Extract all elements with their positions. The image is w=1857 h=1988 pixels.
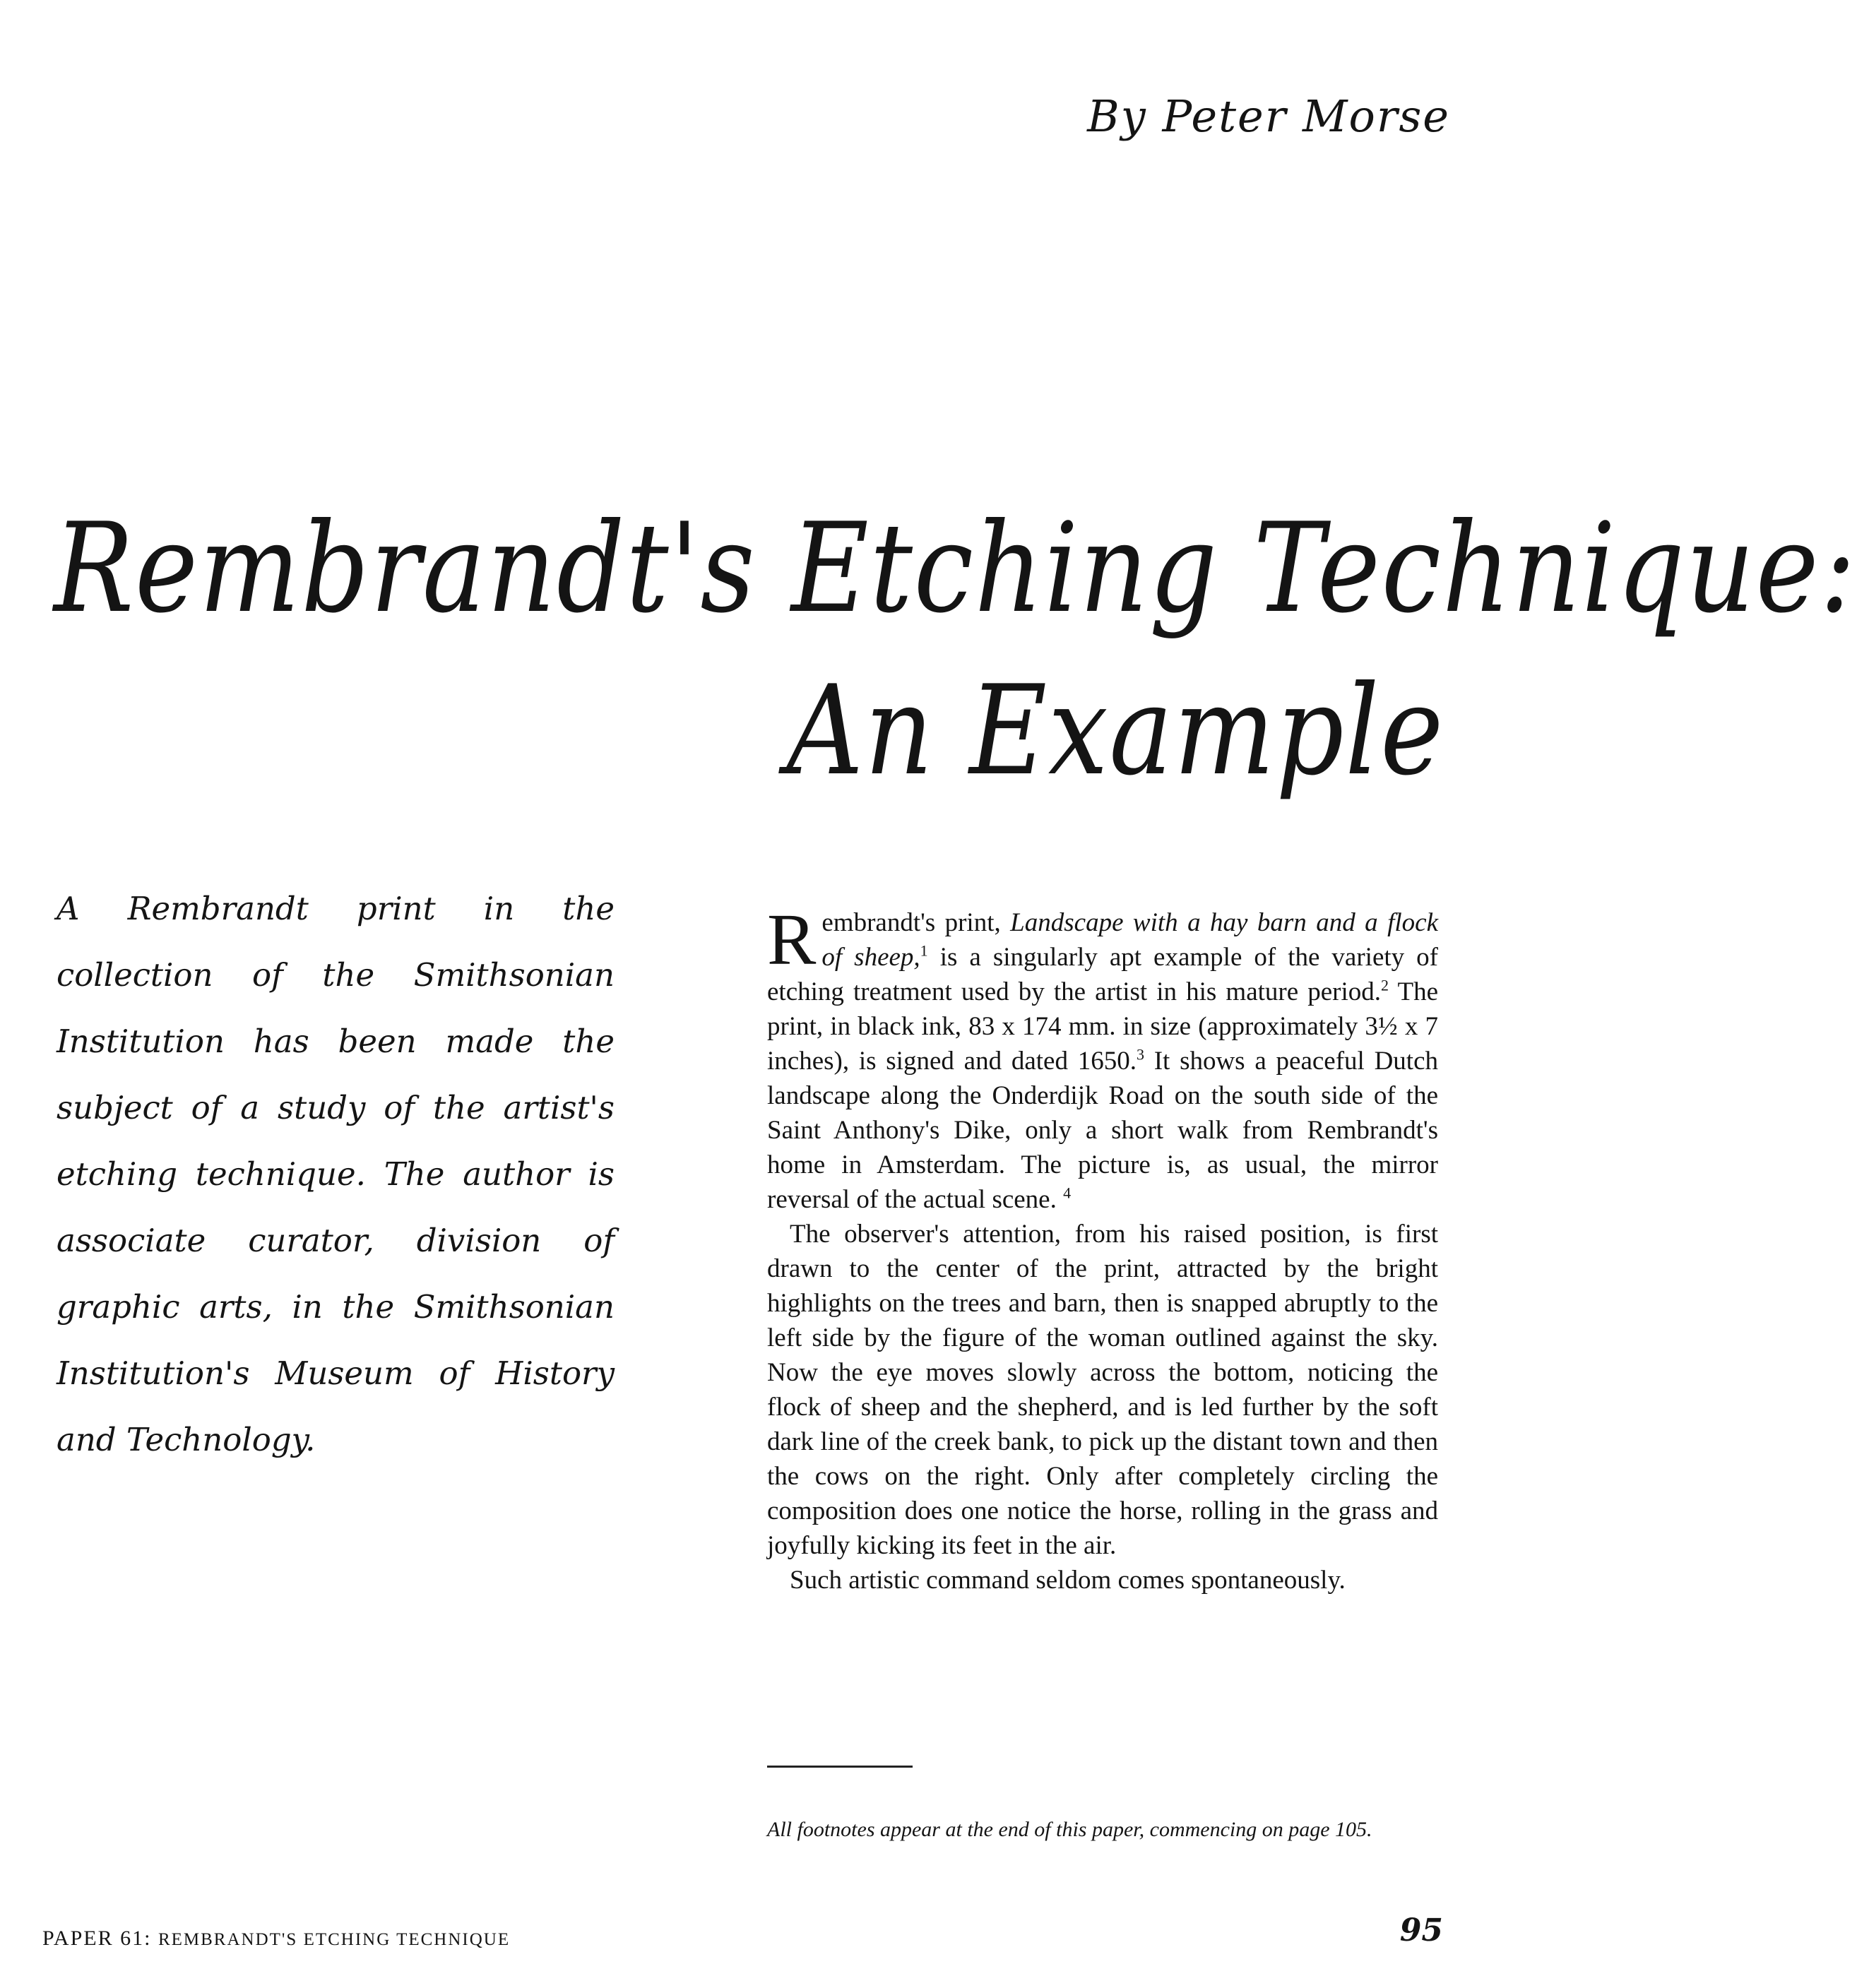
print-title: Landscape with a hay barn and a flock of sheep, — [821, 908, 1438, 972]
abstract: A Rembrandt print in the collection of the Smithsonian Institution has been made the subject of a study of the artist's etching technique. The author is associate curator, division of graphic arts, in the Smithsonian Institution's Museum of History and Technology. — [57, 890, 615, 1458]
footnote-divider — [767, 1766, 913, 1768]
article-title-line-2: An Example — [786, 660, 1444, 803]
paragraph-text-1c: It shows a peaceful Dutch landscape along the Onderdijk Road on the south side of the Saint Anthony's Dike, only a short walk from Rembrandt's home in Amsterdam. The picture is, as usual, the mirror reversal of the actual scene. — [767, 1047, 1438, 1214]
paragraph-text-1b: The print, in black ink, 83 x 174 mm. in size (approximately 3½ x 7 inches), is signed and dated 1650. — [767, 977, 1438, 1076]
body-paragraph-3: Such artistic command seldom comes spontaneously. — [790, 1566, 1346, 1595]
page-number: 95 — [1399, 1912, 1443, 1948]
paper-label: PAPER 61: — [42, 1927, 152, 1950]
footnote-ref-2[interactable]: 2 — [1381, 976, 1389, 994]
article-title-line-1: Rembrandt's Etching Technique: — [54, 497, 1857, 641]
paragraph-lead: embrandt's print, — [821, 908, 1011, 937]
body-paragraph-2: The observer's attention, from his raised position, is first drawn to the center of the print, attracted by the bright highlights on the trees and barn, then is snapped abruptly to the left side by the figure of the woman outlined against the sky. Now the eye moves slowly across the bottom, noticing the flock of sheep and the shepherd, and is led further by the soft dark line of the creek bank, to pick up the distant town and then the cows on the right. Only after completely circling the composition does one notice the horse, rolling in the grass and joyfully kicking its feet in the air. — [767, 1220, 1438, 1560]
footnote-ref-1[interactable]: 1 — [920, 941, 928, 960]
author-byline: By Peter Morse — [1087, 90, 1450, 142]
paragraph-text-1a: is a singularly apt example of the variety of etching treatment used by the artist in his mature period. — [767, 943, 1438, 1006]
footnote-ref-3[interactable]: 3 — [1136, 1045, 1144, 1064]
body-paragraph-1 — [767, 899, 1438, 1217]
paper-running-title: REMBRANDT'S ETCHING TECHNIQUE — [158, 1930, 511, 1949]
footnote-ref-4[interactable]: 4 — [1063, 1184, 1072, 1202]
running-footer — [42, 1927, 510, 1951]
footnote-note: All footnotes appear at the end of this paper, commencing on page 105. — [767, 1818, 1372, 1841]
body-text-column — [767, 899, 1438, 1597]
drop-cap: R — [767, 899, 817, 980]
